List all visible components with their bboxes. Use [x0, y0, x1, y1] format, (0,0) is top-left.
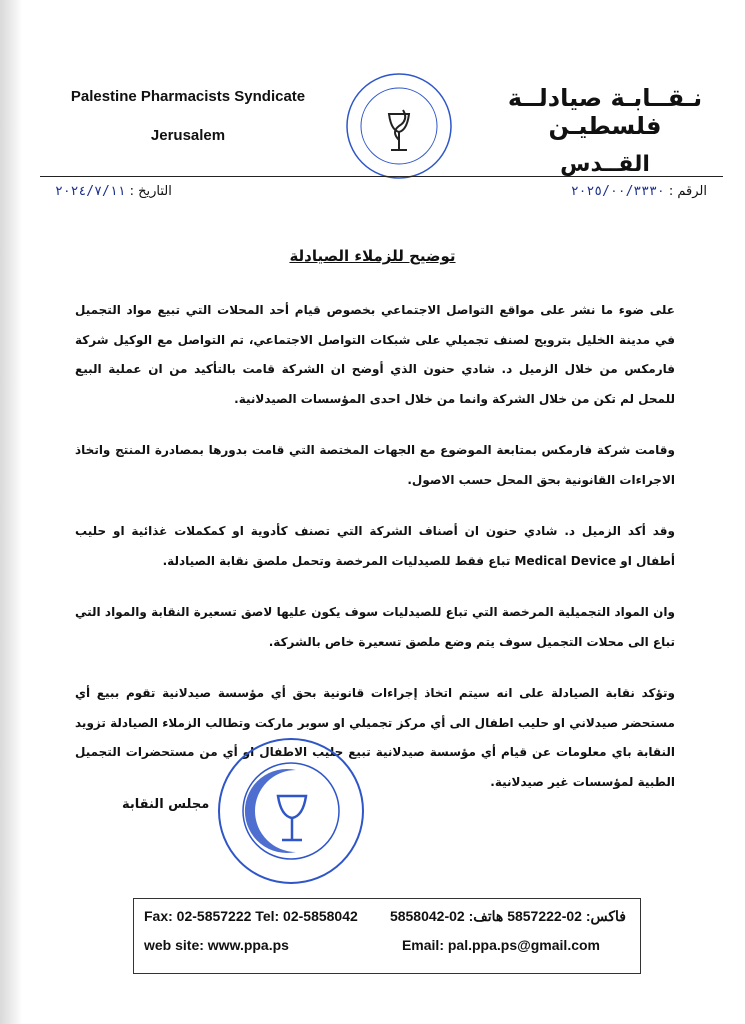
ref-label: الرقم : [668, 184, 707, 199]
paragraph: وان المواد التجميلية المرخصة التي تباع للصيدليات سوف يكون عليها لاصق تسعيرة النقابة والمواد التي تباع الى محلات التجميل سوف يتم وضع ملصق تسعيرة خاص بالشركة. [75, 605, 675, 649]
ref-value: ٢٠٢٥/٠٠/٣٣٣٠ [570, 184, 665, 199]
header-arabic [495, 84, 715, 177]
fax-tel-en: Fax: 02-5857222 Tel: 02-5858042 [144, 908, 358, 924]
date-value: ٢٠٢٤/٧/١١ [55, 184, 126, 199]
signature-council: مجلس النقابة [122, 797, 210, 812]
title-text: توضيح للزملاء الصيادلة [289, 247, 456, 265]
footer-contact-box [133, 898, 641, 974]
paragraph: وقد أكد الزميل د. شادي حنون ان أصناف الشركة التي تصنف كأدوية او كمكملات غذائية او حليب أطفال او Medical Device تباع فقط للصيدليات المرخصة وتحمل ملصق نقابة الصيادلة. [75, 524, 675, 568]
website-link[interactable]: web site: www.ppa.ps [144, 937, 289, 953]
official-stamp [212, 732, 370, 890]
reference-number [571, 184, 707, 199]
fax-tel-ar: فاكس: 02-5857222 هاتف: 02-5858042 [389, 908, 626, 924]
org-name-en: Palestine Pharmacists Syndicate [70, 88, 306, 105]
header-divider [40, 176, 723, 177]
date-field [55, 184, 172, 199]
letter-body [75, 296, 675, 819]
date-label: التاريخ : [129, 184, 172, 199]
paragraph: وتؤكد نقابة الصيادلة على انه سيتم اتخاذ إجراءات قانونية بحق أي مؤسسة صيدلانية تقوم ببيع أي مستحضر صيدلاني او حليب اطفال الى أي مركز تجميلي او سوبر ماركت وتطالب الزملاء الصيادلة تزويد النقابة باي معلومات عن قيام أي مؤسسة صيدلانية تبيع حليب الاطفال او أي من مستحضرات التجميل الطبية لمؤسسات غير صيدلانية. [75, 686, 675, 789]
syndicate-logo [343, 70, 455, 182]
paragraph: على ضوء ما نشر على مواقع التواصل الاجتماعي بخصوص قيام أحد المحلات التي تبيع مواد التجميل في مدينة الخليل بترويج لصنف تجميلي على شبكات التواصل الاجتماعي، تم التواصل مع الوكيل شركة فارمكس من خلال الزميل د. شادي حنون الذي أوضح ان الشركة قامت بالتأكيد من ان عملية البيع للمحل لم تكن من خلال الشركة وانما من خلال احدى المؤسسات الصيدلانية. [75, 303, 675, 406]
document-title [0, 246, 745, 265]
scanned-page-edge [0, 0, 22, 1024]
city-ar: القــدس [560, 152, 650, 177]
paragraph: وقامت شركة فارمكس بمتابعة الموضوع مع الجهات المختصة التي قامت بدورها بمصادرة المنتج واتخاذ الاجراءات القانونية بحق المحل حسب الاصول. [75, 443, 675, 487]
org-name-ar: نـقــابـة صيادلــة فلسطيـن [507, 84, 703, 140]
city-en: Jerusalem [150, 127, 226, 144]
header-english [48, 88, 328, 144]
email-link[interactable]: Email: pal.ppa.ps@gmail.com [401, 937, 600, 953]
